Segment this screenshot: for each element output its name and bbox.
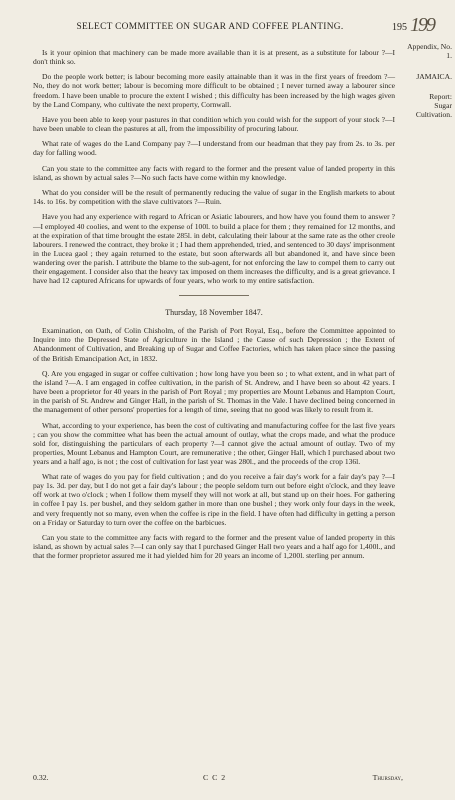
examination-heading: Examination, on Oath, of Colin Chisholm, of the Parish of Port Royal, Esq., before the Committee appointed to Inquire into the Depressed State of Agriculture in the Island ; the Cause of such Depression ; the Extent of Abandonment of Cultivation, and Breaking up of Sugar and Coffee Factories, which has taken place since the passing of the British Emancipation Act, in 1832. <box>33 326 395 363</box>
paragraph: Have you had any experience with regard to African or Asiatic labourers, and how have you found them to answer ?—I employed 40 coolies, and went to the expense of 100l. to build a place for them ; they remained for 12 months, and at the expiration of that time brought the estate 285l. in debt, calculating their labour at the same rate as the other creole labourers. I renewed the contract, they broke it ; I had them apprehended, tried, and sentenced to 30 days' imprisonment in the Lucea gaol ; they again returned to the estate, but soon afterwards all but abandoned it, and have since been wandering over the parish. I attribute the blame to the sub-agent, for not enforcing the law to compel them to carry out their engagement. I consider also that the heavy tax imposed on them increases the difficulty, and is a great grievance. I have had 12 captured Africans for upwards of four years, who work to my entire satisfaction. <box>33 212 395 286</box>
paragraph: Can you state to the committee any facts with regard to the former and the present value of landed property in this island, as shown by actual sales ?—No such facts have come within my knowledge. <box>33 163 395 182</box>
paragraph: Have you been able to keep your pastures in that condition which you could wish for the support of your stock ?—I have been unable to clean the pastures at all, from the impossibility of procuring labour. <box>33 114 395 134</box>
document-body <box>33 48 395 566</box>
margin-report-subject: Sugar Cultivation. <box>415 101 452 119</box>
paragraph: Q. Are you engaged in sugar or coffee cultivation ; how long have you been so ; to what extent, and in what part of the island ?—A. I am engaged in coffee cultivation, in the parish of St. Andrew, and I have been so about 42 years. I have been a proprietor for 40 years in the parish of Port Royal ; my properties are Mount Lebanus and Hampton Court, in the parish of St. Andrew and Ginger Hall, in the parish of St. Thomas in the Vale. I have declined being concerned in the management of other persons' properties for a length of time, seeing that no good was likely to result from it. <box>33 368 395 415</box>
paragraph: What rate of wages do the Land Company pay ?—I understand from our headman that they pay from 2s. to 3s. per day for falling wood. <box>33 139 395 158</box>
paragraph: What do you consider will be the result of permanently reducing the value of sugar in the English markets to about 14s. to 16s. by competition with the slave cultivators ?—Ruin. <box>33 188 395 207</box>
paragraph: Do the people work better; is labour becoming more easily attainable than it was in the first years of freedom ?—No, they do not work better; labour is becoming more difficult to be obtained ; I never turned away a labourer since freedom. I have been unable to procure the extent I wished ; this difficulty has been increased by the high wages given by the Land Company, who cultivate the next property, Cornwall. <box>33 72 395 109</box>
footer-catchword: Thursday, <box>372 773 403 782</box>
footer-signature: C C 2 <box>203 773 227 782</box>
page-number: 195 <box>392 22 407 33</box>
section-divider <box>179 295 249 296</box>
margin-colony: JAMAICA. <box>416 72 452 81</box>
footer-reference: 0.32. <box>33 773 49 782</box>
paragraph: What rate of wages do you pay for field cultivation ; and do you receive a fair day's work for a fair day's pay ?—I pay 1s. 3d. per day, but I do not get a fair day's labour ; the people seldom turn out before eight o'clock, and they leave off work at two o'clock ; when I follow them myself they will not work at all, but stand up on their hoes. For gathering in coffee I pay 1s. per bushel, and they seldom gather in more than one bushel ; they work only four days in the week, and very frequently not so many, even when the coffee is ripe in the field. I have often had difficulty in getting a person on a Friday or Saturday to turn over the coffee on the barbicues. <box>33 472 395 527</box>
section-date: Thursday, 18 November 1847. <box>165 308 263 318</box>
handwritten-folio-number: 199 <box>410 14 434 36</box>
paragraph: What, according to your experience, has been the cost of cultivating and manufacturing coffee for the last five years ; can you show the committee what has been the actual amount of outlay, what the crops made, and what the produce sold for, distinguishing the particulars of each property ?—I cannot give the actual amount of outlay. Two of my properties, Mount Lebanus and Hampton Court, are remunerative ; the other, Ginger Hall, which I purchased about two years and a half ago, is not ; the cost of cultivation for last year was 280l., and the proceeds of the crop 136l. <box>33 420 395 466</box>
paragraph: Is it your opinion that machinery can be made more available than it is at present, as a substitute for labour ?—I don't think so. <box>33 48 395 67</box>
running-header: SELECT COMMITTEE ON SUGAR AND COFFEE PLANTING. <box>76 22 344 32</box>
margin-report-label: Report: <box>429 92 452 101</box>
paragraph: Can you state to the committee any facts with regard to the former and the present value of landed property in this island, as shown by actual sales ?—I can only say that I purchased Ginger Hall two years and a half ago for 1,400l., and that the former proprietor assured me it had yielded him for 20 years an income of 1,200l. sterling per annum. <box>33 532 395 561</box>
margin-appendix: Appendix, No. 1. <box>407 42 452 60</box>
